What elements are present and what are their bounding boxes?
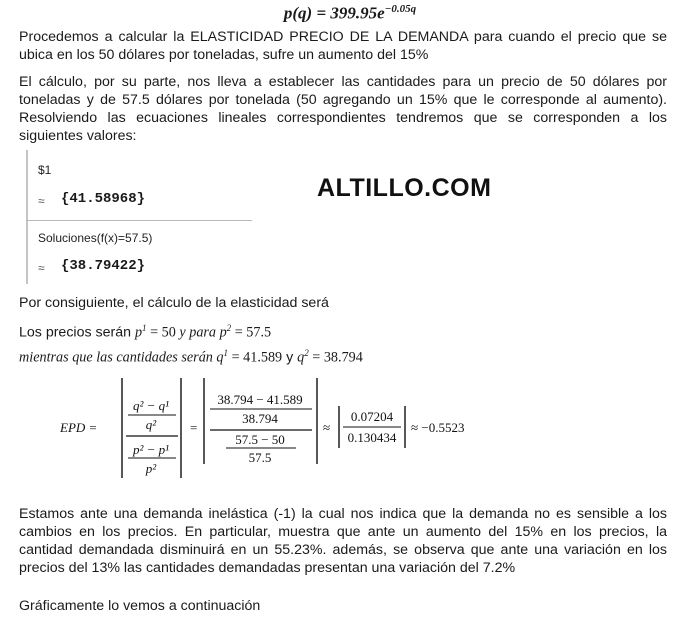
cas-command-2: Soluciones(f(x)=57.5) — [38, 231, 153, 245]
cantidades-q1-sup: 1 — [223, 348, 229, 358]
cantidades-label: mientras que las cantidades serán q — [19, 349, 224, 366]
paragraph-conclusion: Estamos ante una demanda inelástica (-1) la cual nos indica que la demanda no es sensible a los cambios en los precios. En particular, muestra que ante un aumento del 15% en los precios, la cantidad demandada disminuirá en un 55.23%. además, se observa que ante una variación en los precios del 13% las cantidades demandadas presentan una variación del 7.2% — [19, 506, 667, 576]
cas-output-panel — [19, 150, 249, 284]
precios-y-para: y para — [179, 324, 220, 341]
precios-p2-sup: 2 — [226, 323, 232, 333]
precios-p1-value: = 50 — [146, 324, 180, 341]
cas-separator — [26, 220, 252, 221]
equation-base: p(q) = 399.95e — [283, 3, 385, 23]
epd-numeric-denominator: 38.794 — [242, 411, 278, 426]
epd-price-denominator: 57.5 — [248, 450, 272, 465]
equation-exponent: −0.05q — [384, 3, 417, 15]
epd-ratio-denominator: 0.130434 — [347, 430, 397, 445]
demand-equation — [0, 3, 700, 24]
paragraph-calculation: El cálculo, por su parte, nos lleva a establecer las cantidades para un precio de 50 dólares por toneladas y de 57.5 dólares por tonelada (50 agregando un 15% que le corresponde al aumento). Resolviendo las ecuaciones lineales correspondientes tendremos que se corresponden a los siguientes valores: — [19, 74, 667, 144]
epd-q-numerator: q² − q¹ — [132, 398, 170, 413]
epd-q-denominator: q² — [145, 417, 157, 432]
epd-result: ≈ −0.5523 — [411, 420, 465, 435]
precios-label: Los precios serán — [19, 324, 135, 341]
precios-p1: p — [134, 324, 143, 341]
line-graficamente: Gráficamente lo vemos a continuación — [19, 598, 261, 614]
cas-command-1: $1 — [38, 163, 52, 177]
epd-ratio-numerator: 0.07204 — [350, 409, 394, 424]
cantidades-y: y — [282, 349, 298, 366]
epd-formula — [60, 374, 500, 484]
epd-equals: = — [190, 420, 198, 435]
cantidades-q1-value: = 41.589 — [228, 349, 283, 366]
precios-p2: p — [219, 324, 227, 341]
epd-p-denominator: p² — [145, 461, 157, 476]
paragraph-intro: Procedemos a calcular la ELASTICIDAD PRECIO DE LA DEMANDA para cuando el precio que se ubica en los 50 dólares por toneladas, sufre un aumento del 15% — [19, 29, 667, 63]
cas-result-1: {41.58968} — [61, 191, 146, 207]
line-precios — [19, 319, 271, 342]
epd-numeric-numerator: 38.794 − 41.589 — [217, 392, 303, 407]
cas-approx-2: ≈ — [38, 261, 45, 275]
cas-left-rule — [26, 150, 28, 284]
cas-result-2: {38.79422} — [61, 258, 146, 274]
line-consiguiente: Por consiguiente, el cálculo de la elasticidad será — [19, 295, 329, 311]
cas-approx-1: ≈ — [38, 194, 45, 208]
cantidades-q2-sup: 2 — [304, 348, 309, 358]
watermark-logo: ALTILLO.COM — [317, 174, 492, 202]
cantidades-q2: q — [297, 349, 305, 366]
epd-approx-1: ≈ — [323, 420, 331, 435]
epd-label: EPD = — [60, 420, 98, 435]
line-cantidades — [19, 344, 363, 367]
cantidades-q2-value: = 38.794 — [308, 349, 363, 366]
epd-p-numerator: p² − p¹ — [132, 442, 170, 457]
precios-p1-sup: 1 — [142, 323, 147, 333]
epd-price-numerator: 57.5 − 50 — [235, 432, 285, 447]
precios-p2-value: = 57.5 — [231, 324, 272, 341]
